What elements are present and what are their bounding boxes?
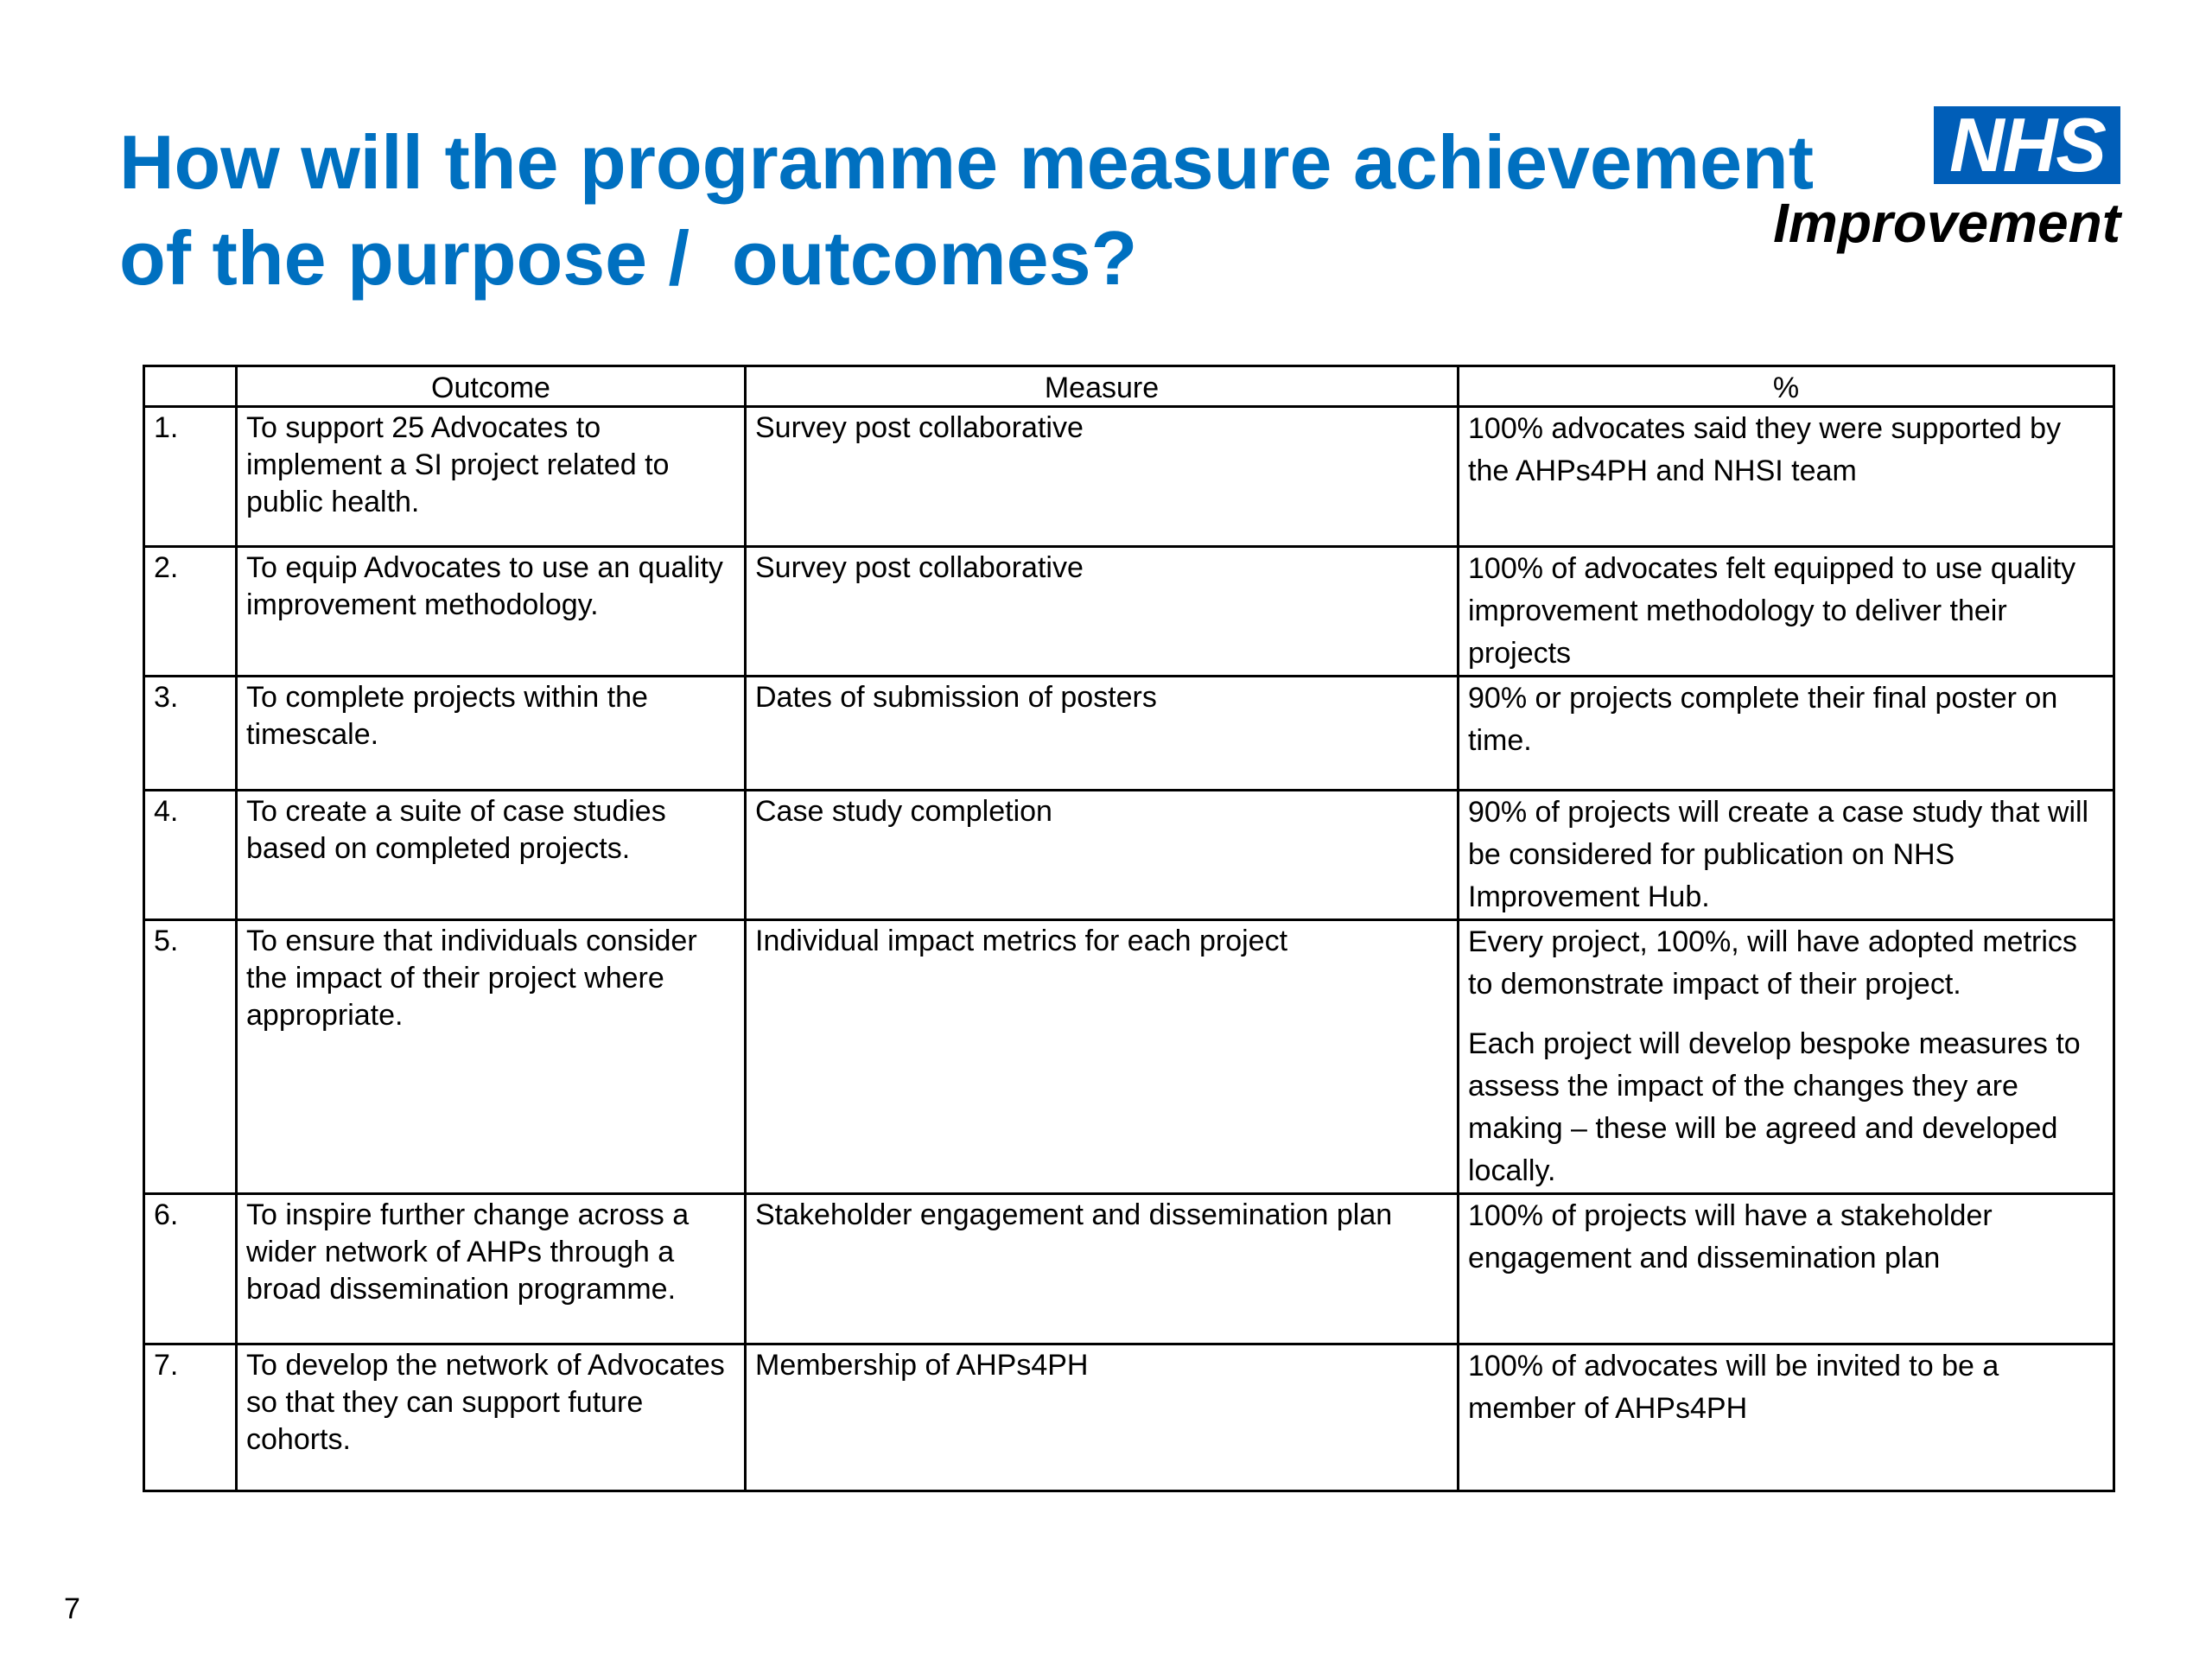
row-number: 5. <box>144 920 237 1194</box>
row-measure: Stakeholder engagement and dissemination plan <box>746 1194 1459 1344</box>
row-measure: Case study completion <box>746 791 1459 920</box>
row-percent-text: 100% advocates said they were supported by the AHPs4PH and NHSI team <box>1468 412 2062 487</box>
header-percent: % <box>1459 366 2114 407</box>
row-outcome: To ensure that individuals consider the impact of their project where appropriate. <box>237 920 746 1194</box>
row-outcome: To create a suite of case studies based on completed projects. <box>237 791 746 920</box>
row-percent-text: 90% or projects complete their final poster on time. <box>1468 682 2058 757</box>
row-percent-text: 90% of projects will create a case study that will be considered for publication on NHS Improvement Hub. <box>1468 796 2089 913</box>
row-measure: Membership of AHPs4PH <box>746 1344 1459 1491</box>
row-percent-text: 100% of advocates will be invited to be a member of AHPs4PH <box>1468 1350 1999 1425</box>
row-percent <box>1459 547 2114 677</box>
row-number: 3. <box>144 677 237 791</box>
slide-title-line-2: of the purpose / outcomes? <box>119 215 1138 301</box>
row-percent <box>1459 407 2114 547</box>
row-percent-text: 100% of projects will have a stakeholder engagement and dissemination plan <box>1468 1199 1993 1274</box>
row-percent <box>1459 1344 2114 1491</box>
header-outcome: Outcome <box>237 366 746 407</box>
table-row <box>144 920 2114 1194</box>
nhs-improvement-logo <box>1758 102 2120 262</box>
row-measure: Survey post collaborative <box>746 547 1459 677</box>
table-row <box>144 677 2114 791</box>
row-number: 1. <box>144 407 237 547</box>
table-row <box>144 1194 2114 1344</box>
row-number: 2. <box>144 547 237 677</box>
slide-title-line-1: How will the programme measure achievement <box>119 119 1815 205</box>
row-percent-text: Each project will develop bespoke measures to assess the impact of the changes they are making – these will be agreed and developed locally. <box>1468 1027 2081 1187</box>
table-row <box>144 791 2114 920</box>
row-percent <box>1459 677 2114 791</box>
row-measure: Dates of submission of posters <box>746 677 1459 791</box>
row-percent-text: 100% of advocates felt equipped to use quality improvement methodology to deliver their projects <box>1468 552 2076 670</box>
row-percent <box>1459 791 2114 920</box>
nhs-logo-box: NHS <box>1934 106 2120 184</box>
slide-title <box>119 114 1847 306</box>
table-header-row <box>144 366 2114 407</box>
nhs-logo-subtitle: Improvement <box>1773 192 2120 254</box>
table-row <box>144 547 2114 677</box>
row-outcome: To complete projects within the timescale. <box>237 677 746 791</box>
row-number: 7. <box>144 1344 237 1491</box>
row-number: 4. <box>144 791 237 920</box>
row-outcome: To develop the network of Advocates so that they can support future cohorts. <box>237 1344 746 1491</box>
header-number <box>144 366 237 407</box>
table-row <box>144 407 2114 547</box>
row-number: 6. <box>144 1194 237 1344</box>
header-measure: Measure <box>746 366 1459 407</box>
row-measure: Survey post collaborative <box>746 407 1459 547</box>
row-percent <box>1459 920 2114 1194</box>
row-outcome: To equip Advocates to use an quality improvement methodology. <box>237 547 746 677</box>
table-row <box>144 1344 2114 1491</box>
row-percent-text: Every project, 100%, will have adopted metrics to demonstrate impact of their project. <box>1468 925 2077 1001</box>
outcomes-table <box>143 365 2115 1492</box>
row-measure: Individual impact metrics for each project <box>746 920 1459 1194</box>
page-number: 7 <box>64 1592 80 1625</box>
row-outcome: To support 25 Advocates to implement a SI project related to public health. <box>237 407 746 547</box>
row-outcome: To inspire further change across a wider network of AHPs through a broad dissemination programme. <box>237 1194 746 1344</box>
row-percent <box>1459 1194 2114 1344</box>
